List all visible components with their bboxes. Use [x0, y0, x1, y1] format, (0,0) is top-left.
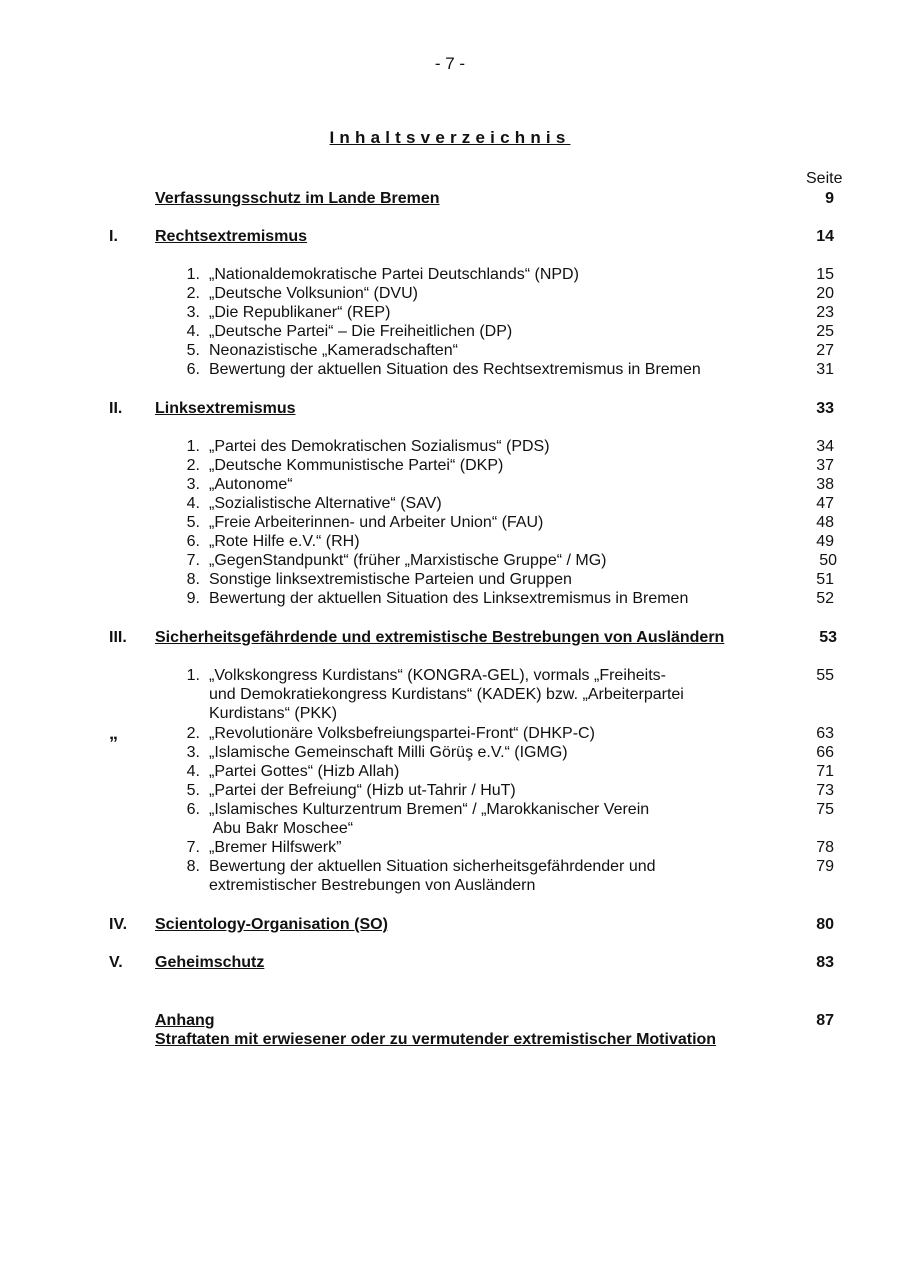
item-page: 63	[816, 725, 834, 742]
item-number: 4.	[186, 323, 200, 340]
section-numeral: III.	[109, 629, 127, 646]
section-page: 53	[819, 629, 837, 646]
item-page: 25	[816, 323, 834, 340]
item-number: 4.	[186, 495, 200, 512]
section-heading: Sicherheitsgefährdende und extremistische Bestrebungen von Ausländern	[155, 629, 725, 646]
toc-item: Bewertung der aktuellen Situation des Linksextremismus in Bremen	[209, 590, 689, 607]
page-title: Inhaltsverzeichnis	[329, 128, 571, 147]
page-column-label: Seite	[806, 170, 843, 187]
section-heading: Scientology-Organisation (SO)	[155, 916, 388, 933]
section-numeral: I.	[109, 228, 118, 245]
item-page: 20	[816, 285, 834, 302]
item-page: 15	[816, 266, 834, 283]
toc-item: „Die Republikaner“ (REP)	[209, 304, 391, 321]
toc-item: „Freie Arbeiterinnen- und Arbeiter Union“ (FAU)	[209, 514, 544, 531]
item-page: 48	[816, 514, 834, 531]
section-page: 14	[816, 228, 834, 245]
item-page: 55	[816, 667, 834, 684]
item-number: 6.	[186, 361, 200, 378]
toc-item: „Revolutionäre Volksbefreiungspartei-Front“ (DHKP-C)	[209, 725, 595, 742]
toc-item: „Nationaldemokratische Partei Deutschlands“ (NPD)	[209, 266, 579, 283]
appendix-subheading: Straftaten mit erwiesener oder zu vermutender extremistischer Motivation	[155, 1031, 717, 1048]
toc-item: Bewertung der aktuellen Situation sicherheitsgefährdender und	[209, 858, 656, 875]
toc-item: „Bremer Hilfswerk”	[209, 839, 342, 856]
item-page: 66	[816, 744, 834, 761]
toc-item: Bewertung der aktuellen Situation des Rechtsextremismus in Bremen	[209, 361, 701, 378]
toc-item: „Deutsche Volksunion“ (DVU)	[209, 285, 418, 302]
item-number: 5.	[186, 514, 200, 531]
appendix-heading: Anhang	[155, 1012, 215, 1029]
section-page: 33	[816, 400, 834, 417]
item-number: 5.	[186, 342, 200, 359]
toc-item: „Deutsche Partei“ – Die Freiheitlichen (DP)	[209, 323, 513, 340]
section-heading: Rechtsextremismus	[155, 228, 308, 245]
item-number: 1.	[186, 266, 200, 283]
toc-item: Neonazistische „Kameradschaften“	[209, 342, 459, 359]
item-number: 4.	[186, 763, 200, 780]
toc-item: „Partei des Demokratischen Sozialismus“ (PDS)	[209, 438, 550, 455]
item-number: 2.	[186, 725, 200, 742]
item-number: 6.	[186, 801, 200, 818]
item-page: 52	[816, 590, 834, 607]
item-page: 27	[816, 342, 834, 359]
item-page: 38	[816, 476, 834, 493]
item-number: 9.	[186, 590, 200, 607]
item-page: 34	[816, 438, 834, 455]
section-numeral: II.	[109, 400, 123, 417]
toc-item: „Partei Gottes“ (Hizb Allah)	[209, 763, 400, 780]
toc-item-continuation: Abu Bakr Moschee“	[209, 820, 354, 837]
item-page: 37	[816, 457, 834, 474]
item-page: 71	[816, 763, 834, 780]
appendix-page: 87	[816, 1012, 834, 1029]
item-number: 7.	[186, 552, 200, 569]
item-number: 8.	[186, 571, 200, 588]
toc-item: „Autonome“	[209, 476, 293, 493]
toc-item: „GegenStandpunkt“ (früher „Marxistische Gruppe“ / MG)	[209, 552, 607, 569]
toc-item: „Volkskongress Kurdistans“ (KONGRA-GEL), vormals „Freiheits-	[209, 667, 666, 684]
item-number: 1.	[186, 667, 200, 684]
toc-item-continuation: Kurdistans“ (PKK)	[209, 705, 338, 722]
item-page: 73	[816, 782, 834, 799]
item-page: 75	[816, 801, 834, 818]
item-number: 1.	[186, 438, 200, 455]
item-page: 78	[816, 839, 834, 856]
item-number: 7.	[186, 839, 200, 856]
item-number: 2.	[186, 457, 200, 474]
intro-heading: Verfassungsschutz im Lande Bremen	[155, 190, 440, 207]
item-number: 6.	[186, 533, 200, 550]
toc-item-continuation: extremistischer Bestrebungen von Ausländern	[209, 877, 536, 894]
toc-item: „Islamische Gemeinschaft Milli Görüş e.V.“ (IGMG)	[209, 744, 568, 761]
toc-item: „Sozialistische Alternative“ (SAV)	[209, 495, 442, 512]
toc-item: „Islamisches Kulturzentrum Bremen“ / „Marokkanischer Verein	[209, 801, 650, 818]
section-numeral: V.	[109, 954, 123, 971]
item-number: 3.	[186, 744, 200, 761]
item-number: 5.	[186, 782, 200, 799]
toc-item: „Partei der Befreiung“ (Hizb ut-Tahrir / HuT)	[209, 782, 516, 799]
toc-item: Sonstige linksextremistische Parteien und Gruppen	[209, 571, 572, 588]
item-page: 49	[816, 533, 834, 550]
item-page: 50	[819, 552, 837, 569]
item-number: 8.	[186, 858, 200, 875]
toc-item: „Rote Hilfe e.V.“ (RH)	[209, 533, 360, 550]
section-page: 80	[816, 916, 834, 933]
item-page: 47	[816, 495, 834, 512]
toc-item: „Deutsche Kommunistische Partei“ (DKP)	[209, 457, 504, 474]
item-page: 51	[816, 571, 834, 588]
item-number: 2.	[186, 285, 200, 302]
item-page: 23	[816, 304, 834, 321]
section-heading: Geheimschutz	[155, 954, 265, 971]
item-page: 79	[816, 858, 834, 875]
item-number: 3.	[186, 304, 200, 321]
section-numeral: IV.	[109, 916, 128, 933]
item-number: 3.	[186, 476, 200, 493]
section-page: 83	[816, 954, 834, 971]
item-page: 31	[816, 361, 834, 378]
page-number: - 7 -	[434, 54, 466, 73]
section-heading: Linksextremismus	[155, 400, 296, 417]
toc-item-continuation: und Demokratiekongress Kurdistans“ (KADEK) bzw. „Arbeiterpartei	[209, 686, 684, 703]
margin-mark: „	[109, 723, 118, 743]
intro-page: 9	[825, 190, 834, 207]
